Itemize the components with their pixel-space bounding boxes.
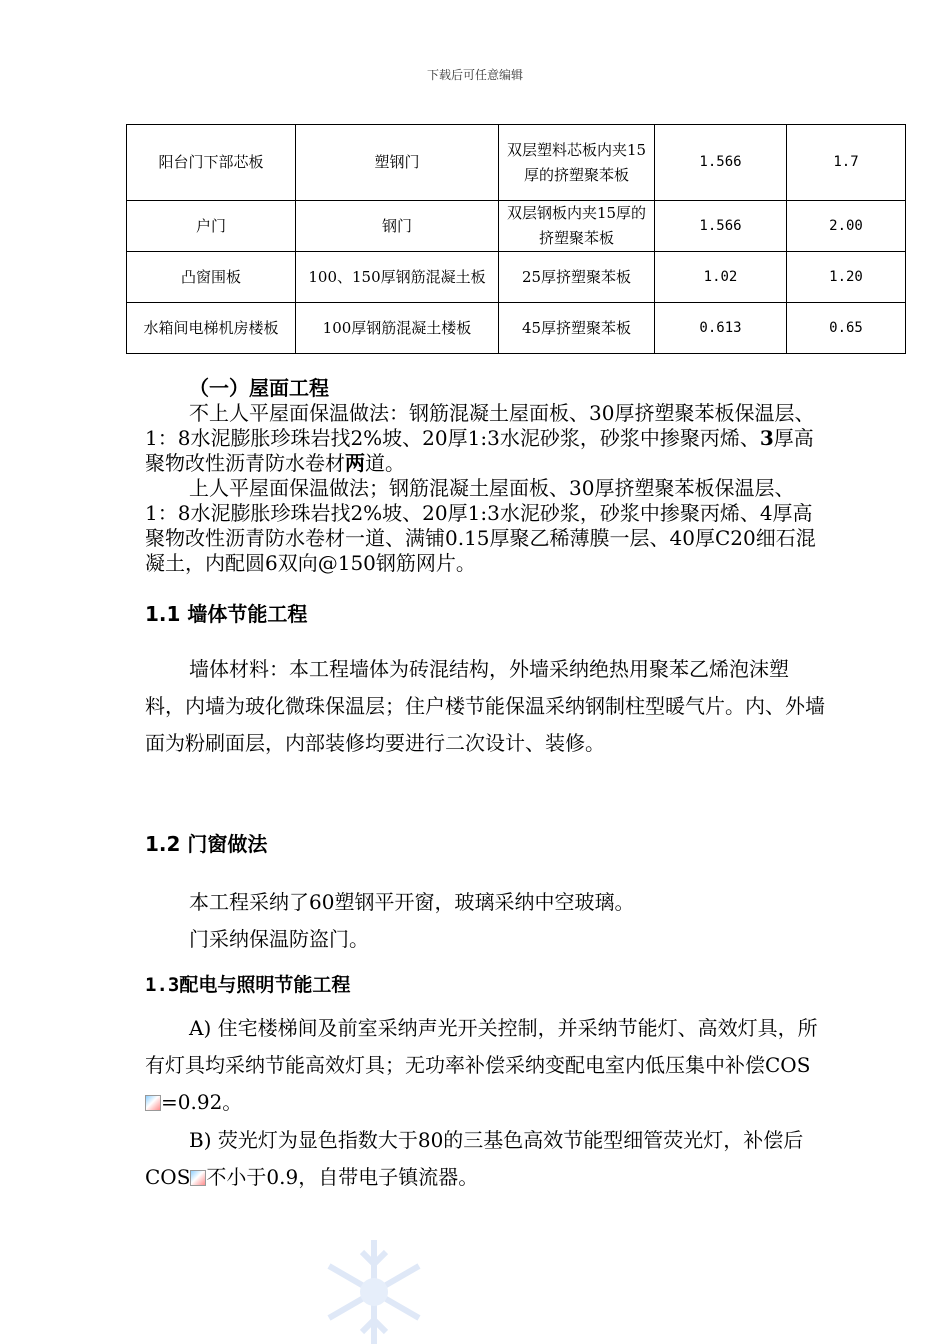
roof-heading: （一）屋面工程 <box>189 376 329 400</box>
cell-material: 钢门 <box>296 201 499 252</box>
cell-value: 2.00 <box>787 201 906 252</box>
formula-image-icon <box>145 1095 161 1111</box>
doors-heading: 1.2 门窗做法 <box>145 832 268 856</box>
roof-paragraph-1-text: 不上人平屋面保温做法：钢筋混凝土屋面板、30厚挤塑聚苯板保温层、1：8水泥膨胀珍珠岩找2%坡、20厚1:3水泥砂浆，砂浆中掺聚丙烯、 <box>145 401 815 450</box>
roof-paragraph-1-text-2: 厚高聚物改性沥青防水卷材 <box>145 426 814 475</box>
cell-value: 0.65 <box>787 303 906 354</box>
electric-paragraph-b <box>145 1122 825 1196</box>
header-note: 下载后可任意编辑 <box>426 68 523 82</box>
electric-paragraph-a-text: A) 住宅楼梯间及前室采纳声光开关控制，并采纳节能灯、高效灯具，所有灯具均采纳节能高效灯具；无功率补偿采纳变配电室内低压集中补偿COS <box>145 1016 818 1077</box>
wall-paragraph: 墙体材料：本工程墙体为砖混结构，外墙采纳绝热用聚苯乙烯泡沫塑料，内墙为玻化微珠保温层；住户楼节能保温采纳钢制柱型暖气片。内、外墙面为粉刷面层，内部装修均要进行二次设计、装修。 <box>145 657 825 755</box>
cell-value: 1.02 <box>655 252 787 303</box>
table-row <box>127 201 906 252</box>
electric-paragraph-b-text: B) 荧光灯为显色指数大于80的三基色高效节能型细管荧光灯，补偿后COS <box>145 1128 804 1189</box>
roof-paragraph-1 <box>145 401 825 476</box>
cell-material: 100、150厚钢筋混凝土板 <box>296 252 499 303</box>
table-row <box>127 125 906 201</box>
cell-value: 1.566 <box>655 201 787 252</box>
thermal-spec-table <box>126 124 906 354</box>
cell-insulation: 45厚挤塑聚苯板 <box>499 303 655 354</box>
cell-part: 阳台门下部芯板 <box>127 125 296 201</box>
doors-paragraph-2: 门采纳保温防盗门。 <box>189 927 369 951</box>
electric-heading: 1.3配电与照明节能工程 <box>145 974 351 996</box>
roof-paragraph-1-end: 道。 <box>365 451 405 475</box>
electric-paragraph-a <box>145 1010 825 1121</box>
doors-paragraph-1: 本工程采纳了60塑钢平开窗，玻璃采纳中空玻璃。 <box>189 890 635 914</box>
cell-material: 100厚钢筋混凝土楼板 <box>296 303 499 354</box>
cell-part: 凸窗围板 <box>127 252 296 303</box>
cell-insulation: 25厚挤塑聚苯板 <box>499 252 655 303</box>
roof-paragraph-1-num: 3 <box>759 426 774 450</box>
roof-paragraph-1-emph: 两 <box>345 451 365 475</box>
cell-value: 1.20 <box>787 252 906 303</box>
cell-insulation: 双层钢板内夹15厚的挤塑聚苯板 <box>499 201 655 252</box>
cell-value: 1.566 <box>655 125 787 201</box>
cell-value: 0.613 <box>655 303 787 354</box>
cell-part: 户门 <box>127 201 296 252</box>
roof-section <box>145 376 825 576</box>
electric-paragraph-a-end: =0.92。 <box>161 1090 243 1114</box>
snowflake-watermark-icon <box>314 1232 434 1344</box>
roof-paragraph-2: 上人平屋面保温做法；钢筋混凝土屋面板、30厚挤塑聚苯板保温层、1：8水泥膨胀珍珠岩找2%坡、20厚1:3水泥砂浆，砂浆中掺聚丙烯、4厚高聚物改性沥青防水卷材一道、满铺0.15厚聚乙稀薄膜一层、40厚C20细石混凝土，内配圆6双向@150钢筋网片。 <box>145 476 816 575</box>
cell-part: 水箱间电梯机房楼板 <box>127 303 296 354</box>
formula-image-icon <box>190 1170 206 1186</box>
cell-material: 塑钢门 <box>296 125 499 201</box>
electric-paragraph-b-end: 不小于0.9，自带电子镇流器。 <box>206 1165 479 1189</box>
cell-insulation: 双层塑料芯板内夹15厚的挤塑聚苯板 <box>499 125 655 201</box>
wall-heading: 1.1 墙体节能工程 <box>145 602 308 626</box>
table-row <box>127 252 906 303</box>
table-row <box>127 303 906 354</box>
cell-value: 1.7 <box>787 125 906 201</box>
